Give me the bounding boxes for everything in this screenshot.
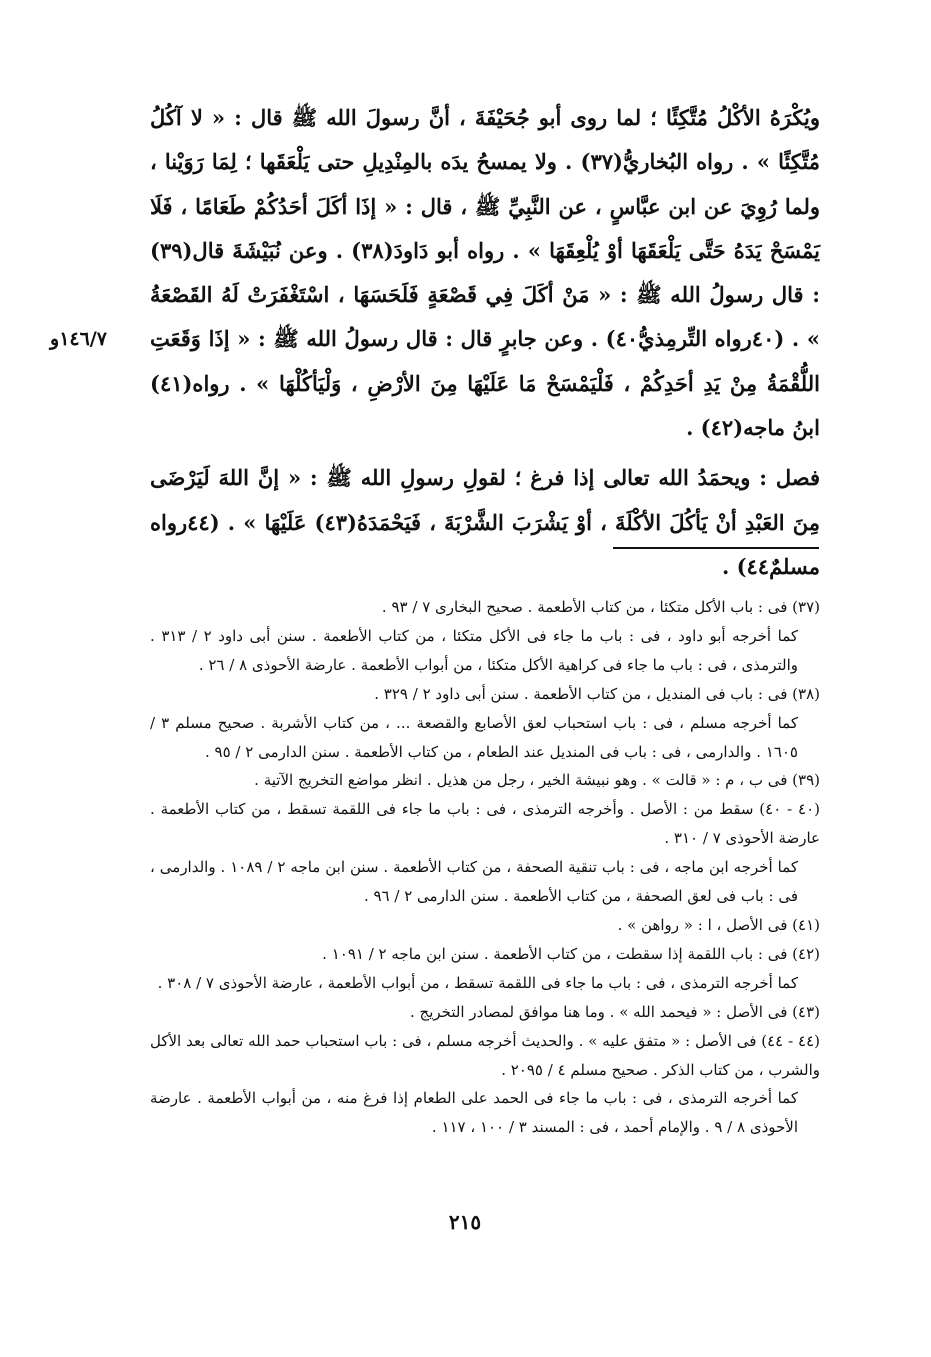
main-text: [150, 96, 820, 589]
footnote: (٤٤ - ٤٤) فى الأصل : « متفق عليه » . والحديث أخرجه مسلم ، فى : باب استحباب حمد الله تعالى بعد الأكل والشرب ، من كتاب الذكر . صحيح مسلم ٤ / ٢٠٩٥ .: [150, 1031, 820, 1079]
footnote: (٤٣) فى الأصل : « فيحمد الله » . وما هنا موافق لمصادر التخريج .: [409, 1002, 820, 1021]
section-label: فصل :: [759, 465, 821, 491]
footnote: كما أخرجه ابن ماجه ، فى : باب تنقية الصحفة ، من كتاب الأطعمة . سنن ابن ماجه ٢ / ١٠٨٩ . والدارمى ، فى : باب فى لعق الصحفة ، من كتاب الأطعمة . سنن الدارمى ٢ / ٩٦ .: [150, 858, 799, 906]
main-paragraph: ويُكْرَهُ الأكْلُ مُتَّكِئًا ؛ لما روى أبو جُحَيْفَةَ ، أنَّ رسولَ الله ﷺ قال : « لا آكُلُ مُتَّكِئًا » . رواه البُخاريُّ(٣٧) . ولا يمسحُ يدَه بالمِنْدِيلِ حتى يَلْعَقَها ؛ لِمَا رَوَيْنا ، ولما رُوِيَ عن ابن عبَّاسٍ ، عن النَّبِيِّ ﷺ ، قال : « إذَا أكَلَ أحَدُكُمْ طَعَامًا ، فَلَا يَمْسَحْ يَدَهُ حَتَّى يَلْعَقَهَا أوْ يُلْعِقَهَا » . رواه أبو دَاودَ(٣٨) . وعن نُبَيْشَةَ قال(٣٩) : قال رسولُ الله ﷺ : « مَنْ أكَلَ فِي قَصْعَةٍ فَلَحَسَهَا ، اسْتَغْفَرَتْ لَهُ القَصْعَةُ » . (٤٠رواه التِّرمِذيُّ٤٠) . وعن جابرٍ قال : قال رسولُ الله ﷺ : « إذَا وَقَعَتِ اللُّقْمَةُ مِنْ يَدِ أحَدِكُمْ ، فَلْيَمْسَحْ مَا عَلَيْهَا مِنَ الأرْضِ ، وَلْيَأكُلْهَا » . رواه(٤١) ابنُ ماجه(٤٢) .: [150, 105, 821, 441]
section-paragraph: [150, 456, 820, 589]
footnote: كما أخرجه الترمذى ، فى : باب ما جاء فى اللقمة تسقط ، من أبواب الأطعمة ، عارضة الأحوذى ٧ / ٣٠٨ .: [157, 973, 798, 992]
footnotes: [150, 593, 820, 1142]
footnote: كما أخرجه الترمذى ، فى : باب ما جاء فى الحمد على الطعام إذا فرغ منه ، من أبواب الأطعمة . عارضة الأحوذى ٨ / ٩ . والإمام أحمد ، فى : المسند ٣ / ١٠٠ ، ١١٧ .: [150, 1089, 798, 1137]
footnote: كما أخرجه مسلم ، فى : باب استحباب لعق الأصابع والقصعة ... ، من كتاب الأشربة . صحيح مسلم ٣ / ١٦٠٥ . والدارمى ، فى : باب فى المنديل عند الطعام ، من كتاب الأطعمة . سنن الدارمى ٢ / ٩٥ .: [150, 713, 798, 761]
page-number: ٢١٥: [448, 1210, 482, 1234]
footnote: (٤١) فى الأصل ، ا : « رواهن » .: [617, 915, 820, 934]
footnote: (٤٢) فى : باب اللقمة إذا سقطت ، من كتاب الأطعمة . سنن ابن ماجه ٢ / ١٠٩١ .: [322, 944, 820, 963]
footnote: (٤٠ - ٤٠) سقط من : الأصل . وأخرجه الترمذى ، فى : باب ما جاء فى اللقمة تسقط ، من كتاب الأطعمة . عارضة الأحوذى ٧ / ٣١٠ .: [150, 800, 820, 848]
section-text: ويحمَدُ الله تعالى إذا فرغ ؛ لقولِ رسولِ الله ﷺ : « إنَّ اللهَ لَيَرْضَى مِنَ العَبْدِ أنْ يَأكُلَ الأكْلَةَ ، أوْ يَشْرَبَ الشَّرْبَةَ ، فَيَحْمَدَهُ(٤٣) عَلَيْهَا » . (٤٤رواه مسلمٌ٤٤) .: [150, 465, 820, 579]
footnote: كما أخرجه أبو داود ، فى : باب ما جاء فى الأكل متكئا ، من كتاب الأطعمة . سنن أبى داود ٢ / ٣١٣ . والترمذى ، فى : باب ما جاء فى كراهية الأكل متكئا ، من أبواب الأطعمة . عارضة الأحوذى ٨ / ٢٦ .: [150, 626, 799, 674]
footnote: (٣٩) فى ب ، م : « قالت » . وهو نبيشة الخير ، رجل من هذيل . انظر مواضع التخريج الآتية .: [254, 771, 820, 790]
margin-reference: ١٤٦/٧و: [50, 328, 107, 350]
footnote-separator: [613, 547, 819, 549]
footnote: (٣٧) فى : باب الأكل متكئا ، من كتاب الأطعمة . صحيح البخارى ٧ / ٩٣ .: [381, 598, 820, 616]
footnote: (٣٨) فى : باب فى المنديل ، من كتاب الأطعمة . سنن أبى داود ٢ / ٣٢٩ .: [374, 684, 820, 703]
